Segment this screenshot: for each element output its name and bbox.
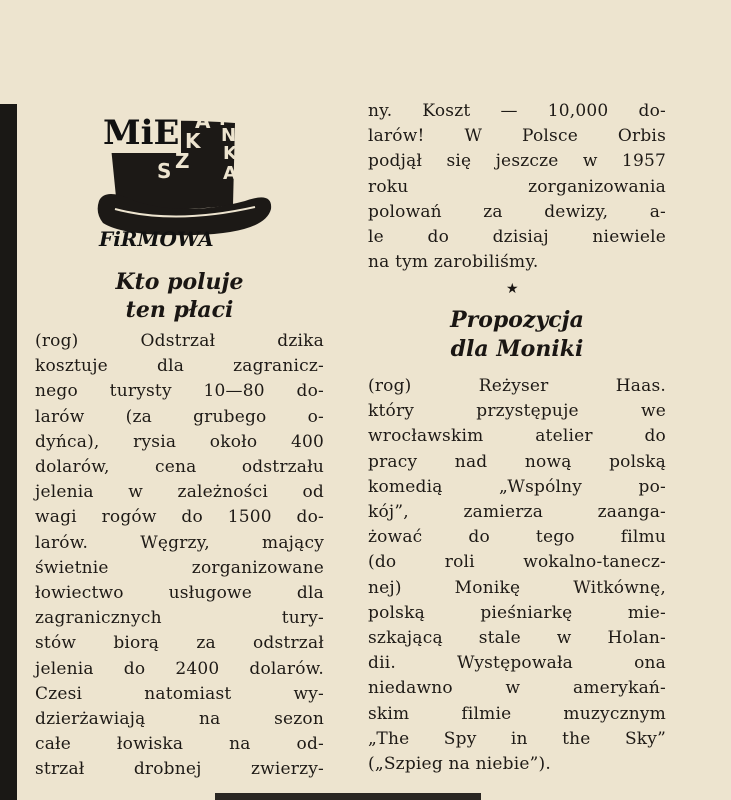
article-line: dzierżawiają na sezon xyxy=(35,709,324,730)
logo-letter: K xyxy=(185,129,201,153)
article-line: na tym zarobiliśmy. xyxy=(368,252,539,273)
article-line: („Szpieg na niebie”). xyxy=(368,754,551,775)
article-line: ny. Koszt — 10,000 do- xyxy=(368,101,666,121)
article1-headline-line1: Kto poluje xyxy=(115,269,244,295)
logo-letter: N xyxy=(221,125,237,146)
article-line: niedawno w amerykań- xyxy=(368,678,666,699)
article-line: podjął się jeszcze w 1957 xyxy=(368,151,666,172)
article-line: larów (za grubego o- xyxy=(35,406,324,427)
article-line: (rog) Odstrzał dzika xyxy=(35,331,324,351)
article-line: jelenia do 2400 dolarów. xyxy=(35,658,324,679)
article-line: dolarów, cena odstrzału xyxy=(35,457,324,478)
article-line: le do dzisiaj niewiele xyxy=(368,227,666,248)
logo-letter: Z xyxy=(175,149,190,173)
article-line: wrocławskim atelier do xyxy=(368,426,666,447)
top-hat-logo xyxy=(95,105,275,255)
article-line: nej) Monikę Witkównę, xyxy=(368,577,666,598)
article-line: nego turysty 10—80 do- xyxy=(35,381,324,402)
article-line: „The Spy in the Sky” xyxy=(368,728,666,749)
article-line: świetnie zorganizowane xyxy=(35,557,324,578)
article-line: zagranicznych tury- xyxy=(35,608,324,629)
article-line: żować do tego filmu xyxy=(368,527,666,548)
logo-letter: I xyxy=(219,109,226,130)
article-line: szkającą stale w Holan- xyxy=(368,628,666,649)
article-line: stów biorą za odstrzał xyxy=(35,633,324,654)
article-line: pracy nad nową polską xyxy=(368,451,666,472)
logo-brim-text: FiRMOWA xyxy=(99,227,214,251)
article2-headline-line1: Propozycja xyxy=(450,307,584,333)
article-line: który przystępuje we xyxy=(368,401,666,422)
article2-body xyxy=(368,374,666,777)
article1-continuation xyxy=(368,99,666,275)
article-line: dii. Występowała ona xyxy=(368,653,666,674)
article-line: polowań za dewizy, a- xyxy=(368,201,666,222)
article-line: polską pieśniarkę mie- xyxy=(368,602,666,623)
article-line: dyńca), rysia około 400 xyxy=(35,431,324,452)
article-line: jelenia w zależności od xyxy=(35,482,324,503)
logo-letter: K xyxy=(223,143,237,164)
logo-letter: A xyxy=(195,109,211,133)
article-line: kój”, zamierza zaanga- xyxy=(368,502,666,523)
logo-letter: S xyxy=(157,159,172,183)
article-line: roku zorganizowania xyxy=(368,176,666,197)
article-line: (rog) Reżyser Haas. xyxy=(368,376,666,396)
article-line: larów! W Polsce Orbis xyxy=(368,126,666,147)
article-line: Czesi natomiast wy- xyxy=(35,683,324,704)
article2-headline-line2: dla Moniki xyxy=(450,336,584,362)
article-line: (do roli wokalno-tanecz- xyxy=(368,552,666,573)
bottom-rule xyxy=(215,793,481,800)
separator-star-icon: ★ xyxy=(506,281,519,297)
logo-letters-mie: MiE xyxy=(103,113,180,153)
article-line: kosztuje dla zagranicz- xyxy=(35,356,324,377)
article-line: całe łowiska na od- xyxy=(35,734,324,755)
article1-body xyxy=(35,329,324,783)
article1-headline xyxy=(35,268,324,324)
article-line: larów. Węgrzy, mający xyxy=(35,532,324,553)
logo-letter: A xyxy=(223,163,237,184)
article-line: skim filmie muzycznym xyxy=(368,703,666,724)
article-line: komedią „Wspólny po- xyxy=(368,476,666,497)
article-line: łowiectwo usługowe dla xyxy=(35,583,324,604)
left-column-rule xyxy=(0,104,17,800)
article2-headline xyxy=(368,306,666,364)
article1-headline-line2: ten płaci xyxy=(125,297,234,323)
article-line: strzał drobnej zwierzy- xyxy=(35,759,324,780)
article-line: wagi rogów do 1500 do- xyxy=(35,507,324,528)
